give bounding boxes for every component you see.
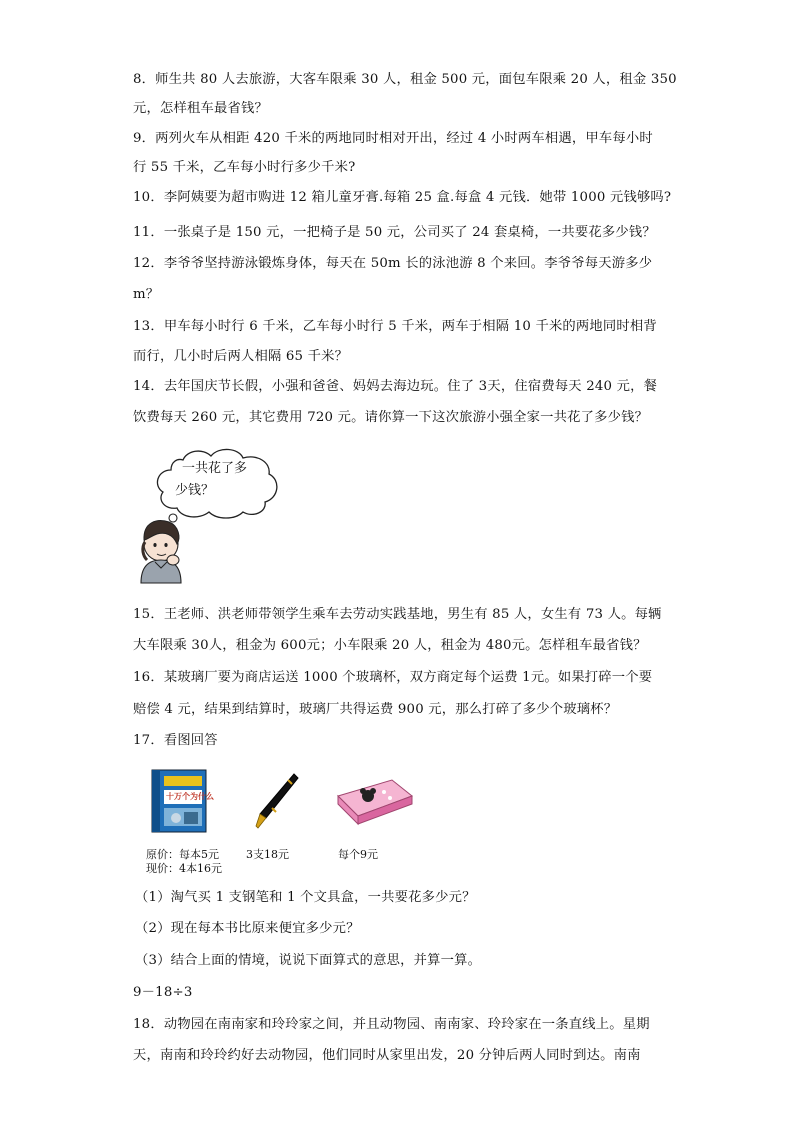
question-10: 10．李阿姨要为超市购进 12 箱儿童牙膏.每箱 25 盒.每盒 4 元钱．她带 1000 元钱够吗? bbox=[133, 190, 672, 205]
question-14-line-1: 14．去年国庆节长假，小强和爸爸、妈妈去海边玩。住了 3天，住宿费每天 240 元，餐 bbox=[133, 379, 658, 394]
bubble-text-line-2: 少钱？ bbox=[175, 483, 215, 498]
question-11: 11．一张桌子是 150 元，一把椅子是 50 元，公司买了 24 套桌椅，一共要花多少钱？ bbox=[133, 225, 656, 240]
question-17-part-1: （1）淘气买 1 支钢笔和 1 个文具盒，一共要花多少元？ bbox=[135, 890, 476, 905]
question-17-part-3: （3）结合上面的情境，说说下面算式的意思，并算一算。 bbox=[135, 953, 482, 968]
pen-price: 3支18元 bbox=[246, 848, 289, 861]
question-15-line-2: 大车限乘 30人，租金为 600元；小车限乘 20 人，租金为 480元。怎样租车最省钱？ bbox=[133, 638, 647, 653]
question-12-line-2: m？ bbox=[133, 287, 160, 302]
question-12-line-1: 12．李爷爷坚持游泳锻炼身体，每天在 50m 长的泳池游 8 个来回。李爷爷每天游多少 bbox=[133, 256, 653, 271]
question-13-line-1: 13．甲车每小时行 6 千米，乙车每小时行 5 千米，两车于相隔 10 千米的两地同时相背 bbox=[133, 319, 657, 334]
question-14-line-2: 饮费每天 260 元，其它费用 720 元。请你算一下这次旅游小强全家一共花了多少钱？ bbox=[133, 410, 649, 425]
bubble-text-line-1: 一共花了多 bbox=[182, 461, 248, 476]
question-18-line-1: 18．动物园在南南家和玲玲家之间，并且动物园、南南家、玲玲家在一条直线上。星期 bbox=[133, 1017, 650, 1032]
pencil-case-price: 每个9元 bbox=[338, 848, 378, 861]
question-8-line-2: 元，怎样租车最省钱？ bbox=[133, 101, 268, 116]
question-15-line-1: 15．王老师、洪老师带领学生乘车去劳动实践基地，男生有 85 人，女生有 73 人。每辆 bbox=[133, 607, 662, 622]
question-8-line-1: 8．师生共 80 人去旅游，大客车限乘 30 人，租金 500 元，面包车限乘 20 人，租金 350 bbox=[133, 72, 677, 87]
question-16-line-2: 赔偿 4 元，结果到结算时，玻璃厂共得运费 900 元，那么打碎了多少个玻璃杯？ bbox=[133, 702, 618, 717]
question-13-line-2: 而行，几小时后两人相隔 65 千米？ bbox=[133, 349, 349, 364]
book-current-price: 现价：4本16元 bbox=[146, 862, 222, 875]
book-original-price: 原价：每本5元 bbox=[146, 848, 219, 861]
fountain-pen-icon bbox=[250, 770, 300, 832]
question-9-line-1: 9．两列火车从相距 420 千米的两地同时相对开出，经过 4 小时两车相遇，甲车每小时 bbox=[133, 131, 653, 146]
pencil-case-icon bbox=[332, 776, 414, 828]
question-18-line-2: 天，南南和玲玲约好去动物园，他们同时从家里出发，20 分钟后两人同时到达。南南 bbox=[133, 1048, 641, 1063]
question-17-title: 17．看图回答 bbox=[133, 733, 218, 748]
question-16-line-1: 16．某玻璃厂要为商店运送 1000 个玻璃杯，双方商定每个运费 1元。如果打碎一个要 bbox=[133, 670, 653, 685]
book-cover-title: 十万个为什么 bbox=[166, 791, 214, 801]
question-9-line-2: 行 55 千米，乙车每小时行多少千米? bbox=[133, 160, 356, 175]
question-17-formula: 9－18÷3 bbox=[133, 985, 193, 1000]
question-17-part-2: （2）现在每本书比原来便宜多少元？ bbox=[135, 921, 360, 936]
